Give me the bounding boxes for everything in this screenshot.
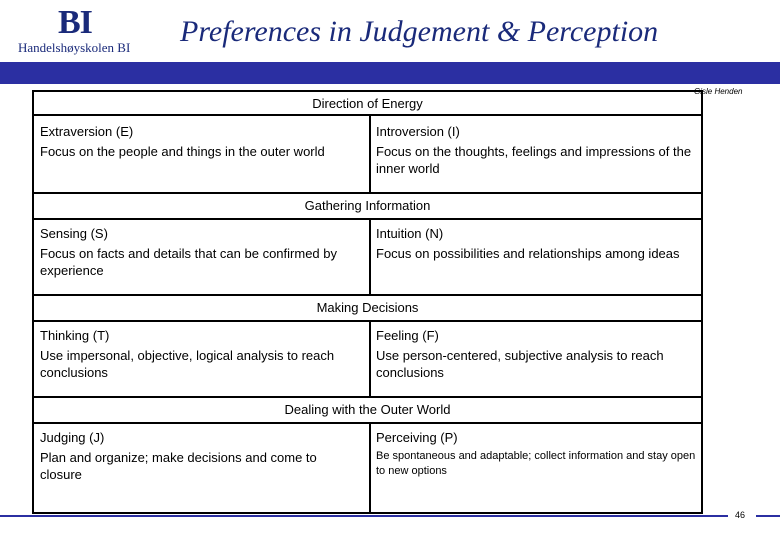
divider [34,114,701,116]
cell-extraversion [40,123,362,160]
preference-desc: Focus on the thoughts, feelings and impressions of the inner world [376,144,692,176]
preference-name: Extraversion (E) [40,124,134,139]
preference-name: Thinking (T) [40,328,110,343]
cell-perceiving [376,429,698,479]
divider [34,422,701,424]
preference-desc: Focus on possibilities and relationships among ideas [376,246,680,261]
preference-name: Feeling (F) [376,328,439,343]
section-header-decisions: Making Decisions [316,300,419,315]
preference-desc: Focus on the people and things in the outer world [40,144,325,159]
cell-intuition [376,225,698,262]
column-divider [369,422,371,512]
preference-name: Judging (J) [40,430,105,445]
preference-desc: Plan and organize; make decisions and come to closure [40,450,317,482]
logo-text: Handelshøyskolen BI [18,40,131,55]
page-number: 46 [735,510,746,520]
cell-sensing [40,225,362,279]
column-divider [369,218,371,294]
cell-thinking [40,327,362,381]
divider [34,218,701,220]
section-header-energy: Direction of Energy [312,96,423,111]
preferences-table [32,90,703,514]
title-band [0,62,780,84]
footer-rule [0,515,728,517]
preference-desc: Use impersonal, objective, logical analysis to reach conclusions [40,348,335,380]
divider [34,192,701,194]
preference-name: Introversion (I) [376,124,460,139]
preference-desc: Be spontaneous and adaptable; collect information and stay open to new options [376,450,696,477]
preference-name: Sensing (S) [40,226,108,241]
cell-judging [40,429,362,483]
preference-desc: Use person-centered, subjective analysis to reach conclusions [376,348,664,380]
divider [34,320,701,322]
preference-name: Perceiving (P) [376,430,458,445]
preference-desc: Focus on facts and details that can be confirmed by experience [40,246,338,278]
logo-mark: BI [58,4,92,41]
author-credit: Gisle Henden [694,87,743,96]
preference-name: Intuition (N) [376,226,444,241]
divider [34,294,701,296]
column-divider [369,114,371,192]
divider [34,396,701,398]
footer-rule [756,515,780,517]
section-header-information: Gathering Information [304,198,431,213]
column-divider [369,320,371,396]
bi-logo [18,6,142,56]
cell-feeling [376,327,698,381]
page-title: Preferences in Judgement & Perception [180,15,659,48]
cell-introversion [376,123,698,177]
section-header-outer-world: Dealing with the Outer World [284,402,451,417]
